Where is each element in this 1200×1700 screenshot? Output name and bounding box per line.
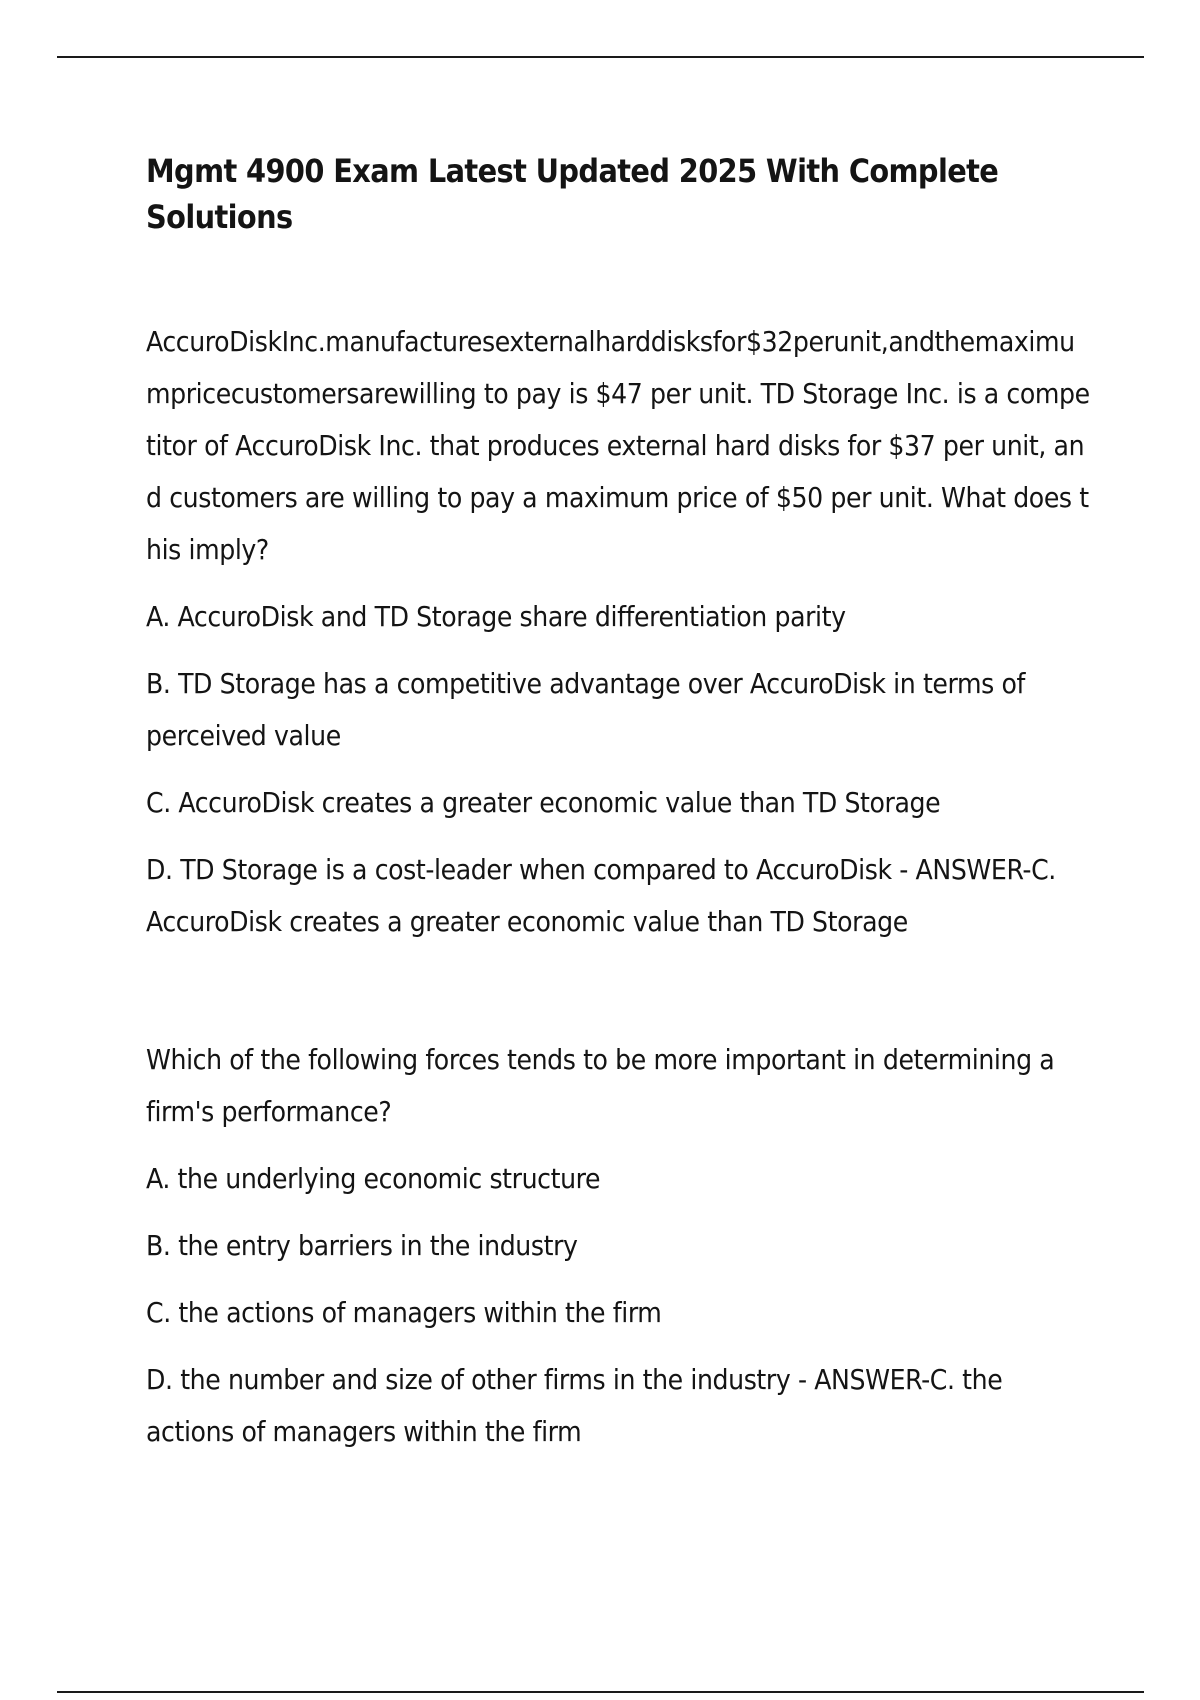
question-text	[146, 316, 1096, 576]
document-title: Mgmt 4900 Exam Latest Updated 2025 With Complete Solutions	[146, 152, 999, 236]
answer-option-a: A. the underlying economic structure	[146, 1162, 601, 1195]
question-2	[146, 1034, 1096, 1458]
question-text-content: AccuroDiskInc.manufacturesexternalharddisksfor$32perunit,andthemaximumpricecustomersarewilling to pay is $47 per unit. TD Storage Inc. is a competitor of AccuroDisk Inc. that produces external hard disks for $37 per unit, and customers are willing to pay a maximum price of $50 per unit. What does this imply?	[146, 325, 1090, 566]
bottom-rule	[57, 1691, 1144, 1693]
answer-option-d: D. the number and size of other firms in the industry - ANSWER-C. the actions of managers within the firm	[146, 1363, 1003, 1448]
answer-option-b: B. TD Storage has a competitive advantage over AccuroDisk in terms of perceived value	[146, 667, 1025, 752]
answer-option-a: A. AccuroDisk and TD Storage share differentiation parity	[146, 600, 846, 633]
document-body	[146, 148, 1096, 1458]
answer-option-d: D. TD Storage is a cost-leader when compared to AccuroDisk - ANSWER-C. AccuroDisk creates a greater economic value than TD Storage	[146, 853, 1056, 938]
question-1	[146, 316, 1096, 948]
answer-option-b: B. the entry barriers in the industry	[146, 1229, 578, 1262]
answer-option-c: C. the actions of managers within the firm	[146, 1296, 662, 1329]
top-rule	[57, 56, 1144, 58]
question-text: Which of the following forces tends to be more important in determining a firm's performance?	[146, 1043, 1055, 1128]
answer-option-c: C. AccuroDisk creates a greater economic value than TD Storage	[146, 786, 941, 819]
